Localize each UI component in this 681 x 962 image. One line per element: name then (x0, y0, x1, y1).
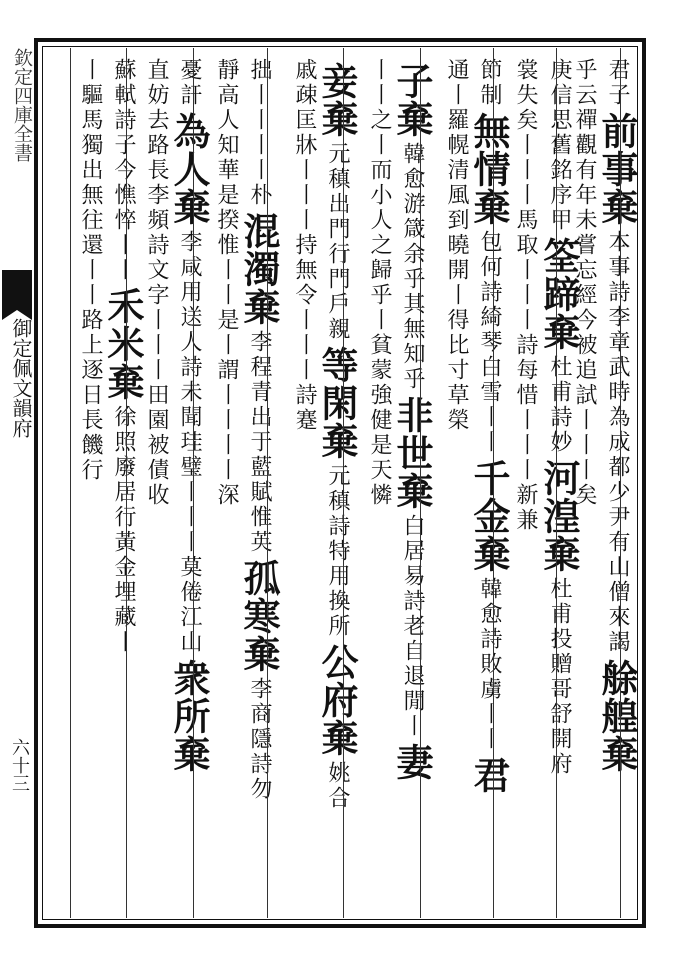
entry-text: 謂丨丨丨丨深 (214, 358, 239, 508)
text-column (368, 58, 390, 508)
entry-text: 本事詩李章武時為成都少尹有山僧來謁 (605, 230, 630, 655)
entry-text: 節制 (477, 58, 502, 108)
text-column (390, 58, 434, 785)
column-rule (493, 48, 494, 918)
entry-text: 詩每惜丨丨丨新兼 (513, 333, 538, 533)
entry-text: 通 (444, 58, 469, 83)
column-rule (343, 48, 344, 918)
entry-heading: 禾米棄 (101, 287, 145, 401)
entry-text: 丨丨之丨而小人之歸乎 (367, 58, 392, 308)
entry-text: 憂訐 (177, 58, 202, 108)
entry-text: 韓愈詩敗虜丨丨 (477, 577, 502, 752)
fish-tail-mark (2, 270, 32, 310)
entry-text: 徐照廢居行黃金埋藏丨 (111, 405, 136, 655)
column-rule (193, 48, 194, 918)
column-rule (420, 48, 421, 918)
text-column (595, 58, 639, 777)
text-column (514, 58, 536, 533)
entry-text: 云禪觀有年未嘗忘經今被追試丨丨丨矣 (572, 83, 597, 508)
entry-heading: 子棄 (390, 62, 434, 138)
entry-heading: 千金棄 (467, 459, 511, 573)
entry-heading: 等閑棄 (315, 346, 359, 460)
entry-text: 君子 (605, 58, 630, 108)
text-column (215, 58, 237, 508)
entry-text: 華是揆惟丨丨是丨 (214, 158, 239, 358)
entry-heading: 君 (467, 756, 511, 794)
entry-heading: 艅艎棄 (595, 659, 639, 773)
entry-text: 取丨丨丨 (513, 233, 538, 333)
entry-text: 詩蹇 (292, 383, 317, 433)
spine-book-title: 御定佩文韻府 (9, 318, 33, 438)
text-column (445, 58, 467, 433)
entry-text: 丨驅馬獨出無往還 (78, 58, 103, 258)
entry-text: 李程青出于藍賦惟英 (247, 330, 272, 555)
entry-text: 元稹詩特用換所 (325, 464, 350, 639)
text-column (293, 58, 315, 433)
column-rule (267, 48, 268, 918)
entry-heading: 前事棄 (595, 112, 639, 226)
entry-text: 丨得比寸草榮 (444, 283, 469, 433)
entry-text: 乎 (572, 58, 597, 83)
entry-text: 丨貧蒙強健是天憐 (367, 308, 392, 508)
entry-text: 姚合 (325, 761, 350, 811)
column-rule (70, 48, 71, 918)
left-margin (0, 0, 34, 962)
entry-text: 李咸用送人詩未聞珪璧丨丨丨莫倦江山 (177, 230, 202, 655)
entry-text: 拙丨丨丨丨朴 (247, 58, 272, 208)
entry-text: 丨丨路上逐日長饑行 (78, 258, 103, 483)
entry-heading: 衆所棄 (167, 659, 211, 773)
entry-text: 親 (325, 317, 350, 342)
entry-text: 裳失矣丨丨丨馬 (513, 58, 538, 233)
spine-title: 欽定四庫全書 (11, 48, 33, 162)
entry-text: 持無令丨丨丨 (292, 233, 317, 383)
entry-text: 丨羅幌清風到曉開 (444, 83, 469, 283)
entry-text: 靜高人知 (214, 58, 239, 158)
entry-heading: 筌蹄棄 (537, 237, 581, 351)
entry-heading: 非世棄 (390, 396, 434, 510)
text-column (101, 58, 145, 655)
entry-heading: 妾棄 (315, 62, 359, 138)
entry-text: 包何詩綺琴白雪丨丨 (477, 230, 502, 455)
entry-heading: 無情棄 (467, 112, 511, 226)
entry-heading: 孤寒棄 (237, 559, 281, 673)
entry-text: 戚疎匡牀丨丨丨 (292, 58, 317, 233)
page-number: 六十三 (9, 738, 30, 792)
text-column (167, 58, 211, 777)
text-column (537, 58, 581, 777)
entry-text: 杜甫詩妙 (547, 355, 572, 455)
entry-text: 庚信思舊銘序甲 (547, 58, 572, 233)
entry-heading: 妻 (390, 743, 434, 781)
text-column (237, 58, 281, 802)
entry-heading: 河湟棄 (537, 459, 581, 573)
entry-heading: 為人棄 (167, 112, 211, 226)
entry-text: 杜甫投贈哥舒開府 (547, 577, 572, 777)
text-column (79, 58, 101, 483)
entry-heading: 公府棄 (315, 643, 359, 757)
entry-text: 去路長李頻詩文字丨丨丨田園被債收 (144, 108, 169, 508)
text-column (145, 58, 167, 508)
entry-heading: 混濁棄 (237, 212, 281, 326)
entry-text: 韓愈游箴余乎其無知乎 (400, 142, 425, 392)
entry-text: 李商隱詩勿 (247, 677, 272, 802)
column-rule (126, 48, 127, 918)
text-column (315, 58, 359, 811)
text-column (467, 58, 511, 798)
column-rule (556, 48, 557, 918)
entry-text: 白居易詩老自退閒丨 (400, 514, 425, 739)
column-rule (620, 48, 621, 918)
entry-text: 元稹出門行門戶 (325, 142, 350, 317)
entry-text: 蘇軾詩子今憔悴丨丨 (111, 58, 136, 283)
entry-text: 直妨 (144, 58, 169, 108)
